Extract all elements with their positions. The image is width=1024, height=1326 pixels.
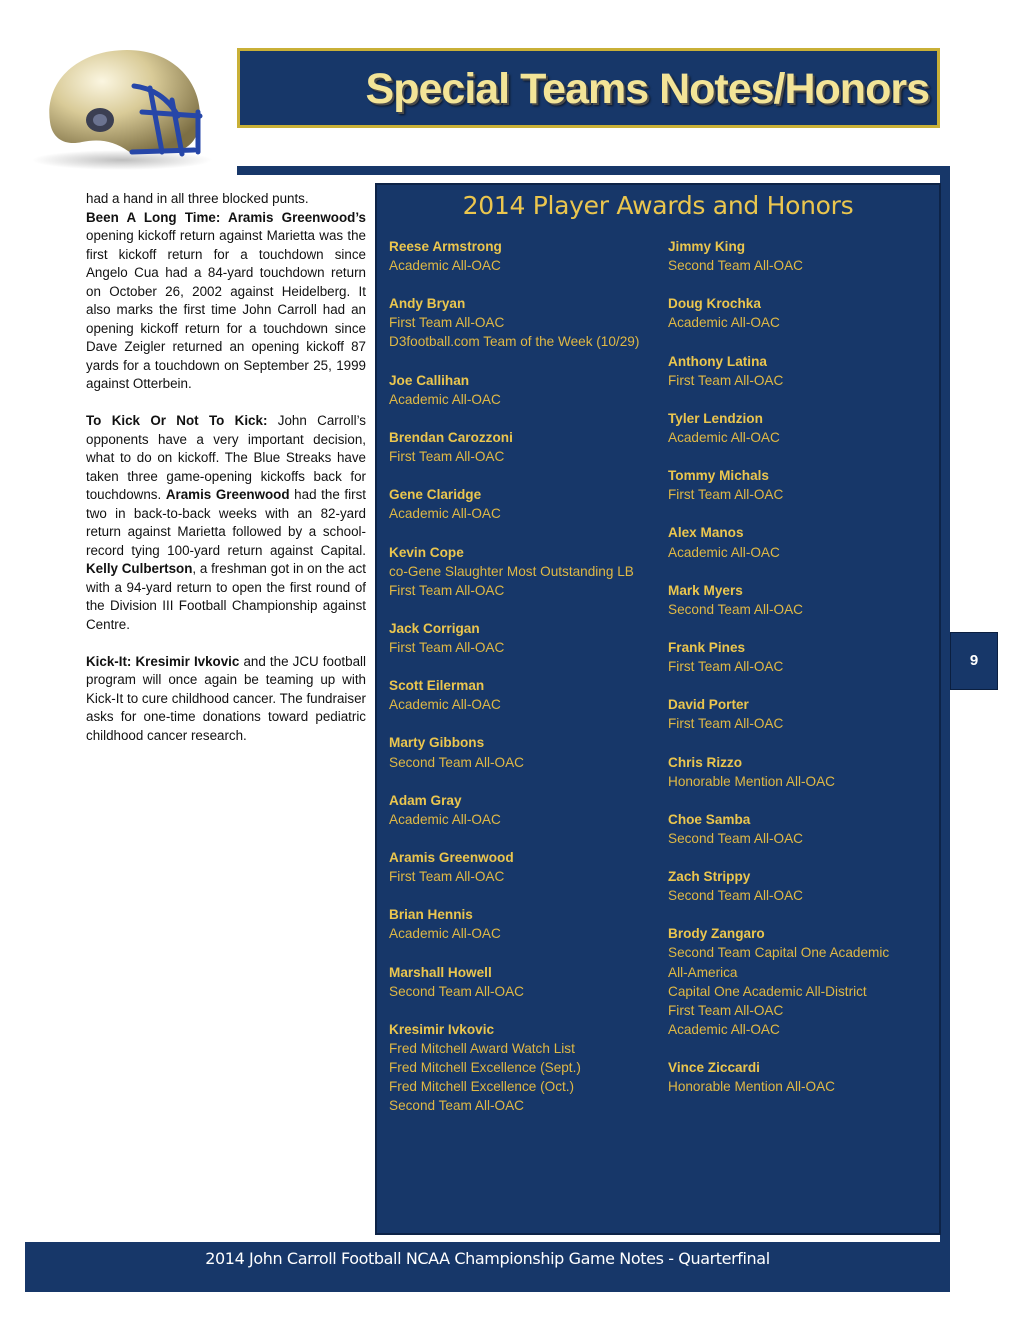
award-entry xyxy=(668,1058,938,1096)
player-name: Kresimir Ivkovic xyxy=(389,1021,495,1037)
award-entry xyxy=(668,753,938,791)
player-honor: First Team All-OAC xyxy=(668,372,784,388)
awards-title: 2014 Player Awards and Honors xyxy=(462,191,854,220)
awards-column-left xyxy=(389,237,659,1134)
note-body: and the JCU football program will once again be teaming up with Kick-It to cure childhood cancer. The fundraiser asks for one-time donations toward pediatric childhood cancer research. xyxy=(86,653,366,743)
award-entry xyxy=(389,294,659,351)
player-name: Mark Myers xyxy=(668,582,743,598)
player-highlight: Kelly Culbertson xyxy=(86,561,193,576)
player-name: Reese Armstrong xyxy=(389,239,502,254)
player-honor: Honorable Mention All-OAC xyxy=(668,773,835,789)
player-honor: D3football.com Team of the Week (10/29) xyxy=(389,334,640,350)
player-name: Jimmy King xyxy=(668,239,746,254)
award-entry xyxy=(668,523,938,561)
player-honor: Second Team All-OAC xyxy=(668,601,803,617)
player-name: Anthony Latina xyxy=(668,353,767,369)
player-honor: Academic All-OAC xyxy=(389,391,501,407)
footer-text: 2014 John Carroll Football NCAA Championship Game Notes - Quarterfinal xyxy=(205,1249,770,1268)
note-body: had the first two in back-to-back weeks with an 82-yard return against Marietta followed by a school-record tying 100-yard return against Capital. xyxy=(86,487,366,558)
note-body: , a freshman got in on the act with a 94-yard return to open the first round of the Division III Football Championship against Centre. xyxy=(86,561,366,632)
award-entry xyxy=(389,791,659,829)
player-honor: First Team All-OAC xyxy=(668,1002,784,1018)
title-banner xyxy=(237,48,940,128)
player-honor: Second Team Capital One Academic xyxy=(668,945,890,961)
award-entry xyxy=(389,428,659,466)
player-name: Vince Ziccardi xyxy=(668,1060,760,1076)
player-name: Doug Krochka xyxy=(668,296,761,312)
player-honor: Academic All-OAC xyxy=(668,315,780,331)
page-title: Special Teams Notes/Honors xyxy=(365,65,929,113)
awards-column-right xyxy=(668,237,938,1115)
note-kick-it xyxy=(86,653,366,746)
award-entry xyxy=(668,294,938,332)
player-honor: First Team All-OAC xyxy=(389,869,505,885)
player-honor: First Team All-OAC xyxy=(668,487,784,503)
note-heading: To Kick Or Not To Kick: xyxy=(86,413,268,428)
player-honor: Academic All-OAC xyxy=(668,544,780,560)
player-honor: First Team All-OAC xyxy=(668,659,784,675)
player-honor: Academic All-OAC xyxy=(389,697,501,713)
player-name: Brody Zangaro xyxy=(668,926,765,942)
player-name: David Porter xyxy=(668,697,749,713)
player-name: Tommy Michals xyxy=(668,468,769,484)
player-name: Tyler Lendzion xyxy=(668,410,763,426)
player-name: Gene Claridge xyxy=(389,487,482,503)
player-honor: First Team All-OAC xyxy=(389,449,505,465)
player-honor: Fred Mitchell Excellence (Oct.) xyxy=(389,1079,575,1095)
award-entry xyxy=(389,371,659,409)
player-name: Alex Manos xyxy=(668,525,744,541)
player-name: Brendan Carozzoni xyxy=(389,429,513,445)
footer-bar xyxy=(25,1242,950,1292)
player-honor: All-America xyxy=(668,964,738,980)
award-entry xyxy=(389,676,659,714)
player-honor: Capital One Academic All-District xyxy=(668,983,867,999)
award-entry xyxy=(668,581,938,619)
player-name: Adam Gray xyxy=(389,792,462,808)
note-body: John Carroll’s opponents have a very important decision, what to do on kickoff. The Blue Streaks have taken three game-opening kickoffs back for touchdowns. xyxy=(86,413,367,502)
note-body: opening kickoff return against Marietta was the first kickoff return for a touchdown since Angelo Cua had a 84-yard touchdown return on October 26, 2002 against Heidelberg. It also marks the first time John Carroll had an opening kickoff return for a touchdown since Dave Zeigler returned an opening kickoff 87 yards for a touchdown on September 25, 1999 against Otterbein. xyxy=(86,228,366,391)
player-honor: First Team All-OAC xyxy=(668,716,784,732)
player-honor: Academic All-OAC xyxy=(389,926,501,942)
player-honor: First Team All-OAC xyxy=(389,315,505,331)
football-helmet-icon xyxy=(22,42,232,172)
player-name: Andy Bryan xyxy=(389,296,466,312)
player-name: Zach Strippy xyxy=(668,869,751,885)
player-honor: Second Team All-OAC xyxy=(389,983,524,999)
page-number: 9 xyxy=(950,632,998,690)
award-entry xyxy=(389,543,659,600)
award-entry xyxy=(389,485,659,523)
player-name: Joe Callihan xyxy=(389,372,470,388)
award-entry xyxy=(389,963,659,1001)
player-honor: Honorable Mention All-OAC xyxy=(668,1079,835,1095)
player-name: Frank Pines xyxy=(668,639,746,655)
award-entry xyxy=(389,733,659,771)
awards-panel xyxy=(375,183,941,1235)
player-honor: co-Gene Slaughter Most Outstanding LB xyxy=(389,563,634,579)
player-name: Jack Corrigan xyxy=(389,620,480,636)
right-border-bar xyxy=(940,166,950,1292)
award-entry xyxy=(389,848,659,886)
award-entry xyxy=(668,466,938,504)
player-name: Kevin Cope xyxy=(389,544,464,560)
player-name: Chris Rizzo xyxy=(668,754,743,770)
award-entry xyxy=(668,695,938,733)
player-name: Choe Samba xyxy=(668,811,751,827)
award-entry xyxy=(668,409,938,447)
award-entry xyxy=(389,237,659,275)
note-continuation: had a hand in all three blocked punts. xyxy=(86,191,309,206)
player-honor: Academic All-OAC xyxy=(668,1021,780,1037)
note-to-kick-or-not xyxy=(86,412,366,634)
note-heading: Kick-It: Kresimir Ivkovic xyxy=(86,653,240,669)
player-honor: Second Team All-OAC xyxy=(668,258,803,274)
award-entry xyxy=(668,924,938,1039)
player-honor: Second Team All-OAC xyxy=(389,1098,524,1114)
player-name: Marshall Howell xyxy=(389,964,492,980)
player-honor: Second Team All-OAC xyxy=(668,888,803,904)
player-honor: Academic All-OAC xyxy=(389,811,501,827)
award-entry xyxy=(389,905,659,943)
award-entry xyxy=(389,619,659,657)
player-honor: Academic All-OAC xyxy=(389,506,501,522)
award-entry xyxy=(668,867,938,905)
note-heading: Been A Long Time: Aramis Greenwood’s xyxy=(86,209,366,225)
note-been-a-long-time xyxy=(86,209,366,394)
player-honor: First Team All-OAC xyxy=(389,582,505,598)
award-entry xyxy=(668,237,938,275)
player-name: Scott Eilerman xyxy=(389,678,485,694)
player-honor: Fred Mitchell Excellence (Sept.) xyxy=(389,1060,581,1076)
award-entry xyxy=(389,1020,659,1115)
special-teams-notes xyxy=(86,190,366,745)
player-name: Marty Gibbons xyxy=(389,735,485,751)
player-honor: Academic All-OAC xyxy=(389,258,501,274)
award-entry xyxy=(668,810,938,848)
player-name: Brian Hennis xyxy=(389,907,473,923)
player-name: Aramis Greenwood xyxy=(389,850,514,865)
player-honor: Second Team All-OAC xyxy=(389,754,524,770)
player-honor: Second Team All-OAC xyxy=(668,830,803,846)
player-honor: Academic All-OAC xyxy=(668,429,780,445)
player-honor: First Team All-OAC xyxy=(389,639,505,655)
header-rule xyxy=(237,166,950,175)
player-honor: Fred Mitchell Award Watch List xyxy=(389,1040,575,1056)
player-highlight: Aramis Greenwood xyxy=(165,487,290,502)
award-entry xyxy=(668,352,938,390)
award-entry xyxy=(668,638,938,676)
